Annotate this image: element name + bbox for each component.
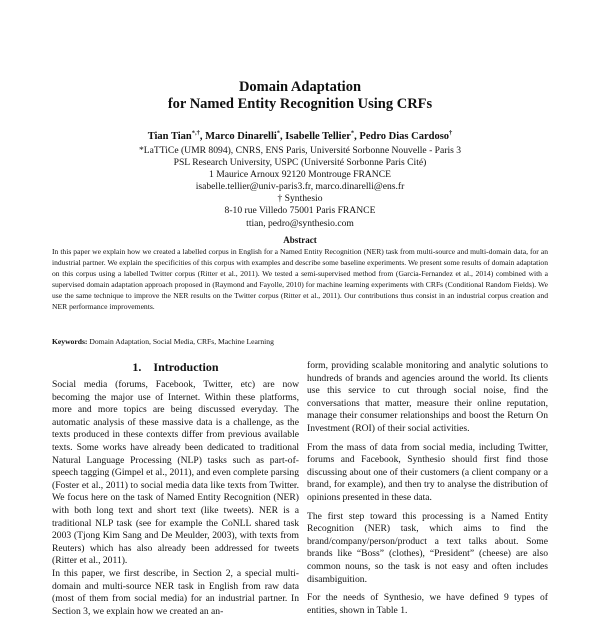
abstract-text: In this paper we explain how we created a labelled corpus in English for a Named Entity Recognition (NER) task from multi-source and multi-domain data, for an industrial partner. We explain the specificities of this corpus with examples and describe some baseline experiments. We present some results of domain adaptation on this corpus using a labelled Twitter corpus (Ritter et al., 2011). We tested a semi-supervised method from (Garcia-Fernandez et al., 2014) combined with a supervised domain adaptation approach proposed in (Raymond and Fayolle, 2010) for machine learning experiments with CRFs (Conditional Random Fields). We use the same technique to improve the NER results on the Twitter corpus (Ritter et al., 2011). Our contributions thus consist in an industrial corpus creation and NER performance improvements. [52,247,548,311]
left-column [52,360,299,618]
paragraph: form, providing scalable monitoring and analytic solutions to hundreds of brands and agencies around the world. Its clients use this service to cut through social noise, find the conversations that matter, measure their online reputation, manage their consumer relationships and boost the Return On Investment (ROI) of their social activities. [307,360,548,434]
keywords-list: Domain Adaptation, Social Media, CRFs, Machine Learning [89,337,274,346]
affiliation-line: isabelle.tellier@univ-paris3.fr, marco.dinarelli@ens.fr [195,181,405,193]
author: Pedro Dias Cardoso† [359,129,453,142]
author: Marco Dinarelli*, [205,129,286,142]
author-list [0,131,600,143]
paragraph: The first step toward this processing is a Named Entity Recognition (NER) task, which aims to find the brand/company/person/product a text talks about. Some brands like “Boss” (clothes), “President” (cheese) are also common nouns, so the task is not easy and often includes disambiguition. [307,510,548,585]
keywords [52,336,548,347]
paper-title [0,79,600,113]
title-line-2: for Named Entity Recognition Using CRFs [167,96,433,112]
title-line-1: Domain Adaptation [238,79,362,95]
paragraph: From the mass of data from social media, including Twitter, forums and Facebook, Synthesio should first find those discussing about one of their customers (a client company or a brand, for example), and then try to analyse the distribution of opinions presented in these data. [307,441,548,503]
paragraph: Social media (forums, Facebook, Twitter, etc) are now becoming the major use of Internet. Within these platforms, more and more topics are being discussed everyday. The automatic analysis of these massive data is a challenge, as the texts produced in these contexts differ from previous available texts. Some works have already been dedicated to traditional Natural Language Processing (NLP) tasks such as part-of-speech tagging (Gimpel et al., 2011), and even complete parsing (Foster et al., 2011) to social media data like texts from Twitter. We focus here on the task of Named Entity Recognition (NER) with both long text and short text (like tweets). NER is a traditional NLP task (see for example the CoNLL shared task 2003 (Tjong Kim Sang and De Meulder, 2003), with texts from Reuters) which has also already been addressed for tweets (Ritter et al., 2011). [52,379,299,567]
paragraph: In this paper, we first describe, in Section 2, a special multi-domain and multi-source NER task in English from raw data (most of them from social media) for an industrial partner. In Section 3, we explain how we created an an- [52,567,299,617]
author: Tian Tian*,†, [147,129,206,142]
paragraph: For the needs of Synthesio, we have defined 9 types of entities, shown in Table 1. [307,592,548,616]
section-heading: 1. Introduction [132,360,219,374]
affiliation-line: *LaTTiCe (UMR 8094), CNRS, ENS Paris, Université Sorbonne Nouvelle - Paris 3 [138,145,462,156]
affiliation-line: 1 Maurice Arnoux 92120 Montrouge FRANCE [209,169,391,181]
affiliations [0,145,600,230]
abstract-heading: Abstract [283,235,317,245]
affiliation-line: PSL Research University, USPC (Université Sorbonne Paris Cité) [173,157,427,169]
author: Isabelle Tellier*, [285,129,360,142]
affiliation-line: 8-10 rue Villedo 75001 Paris FRANCE [224,205,376,217]
keywords-label: Keywords: [52,337,88,346]
affiliation-line: ttian, pedro@synthesio.com [246,217,354,229]
affiliation-line: † Synthesio [277,193,323,205]
right-column [307,360,548,617]
